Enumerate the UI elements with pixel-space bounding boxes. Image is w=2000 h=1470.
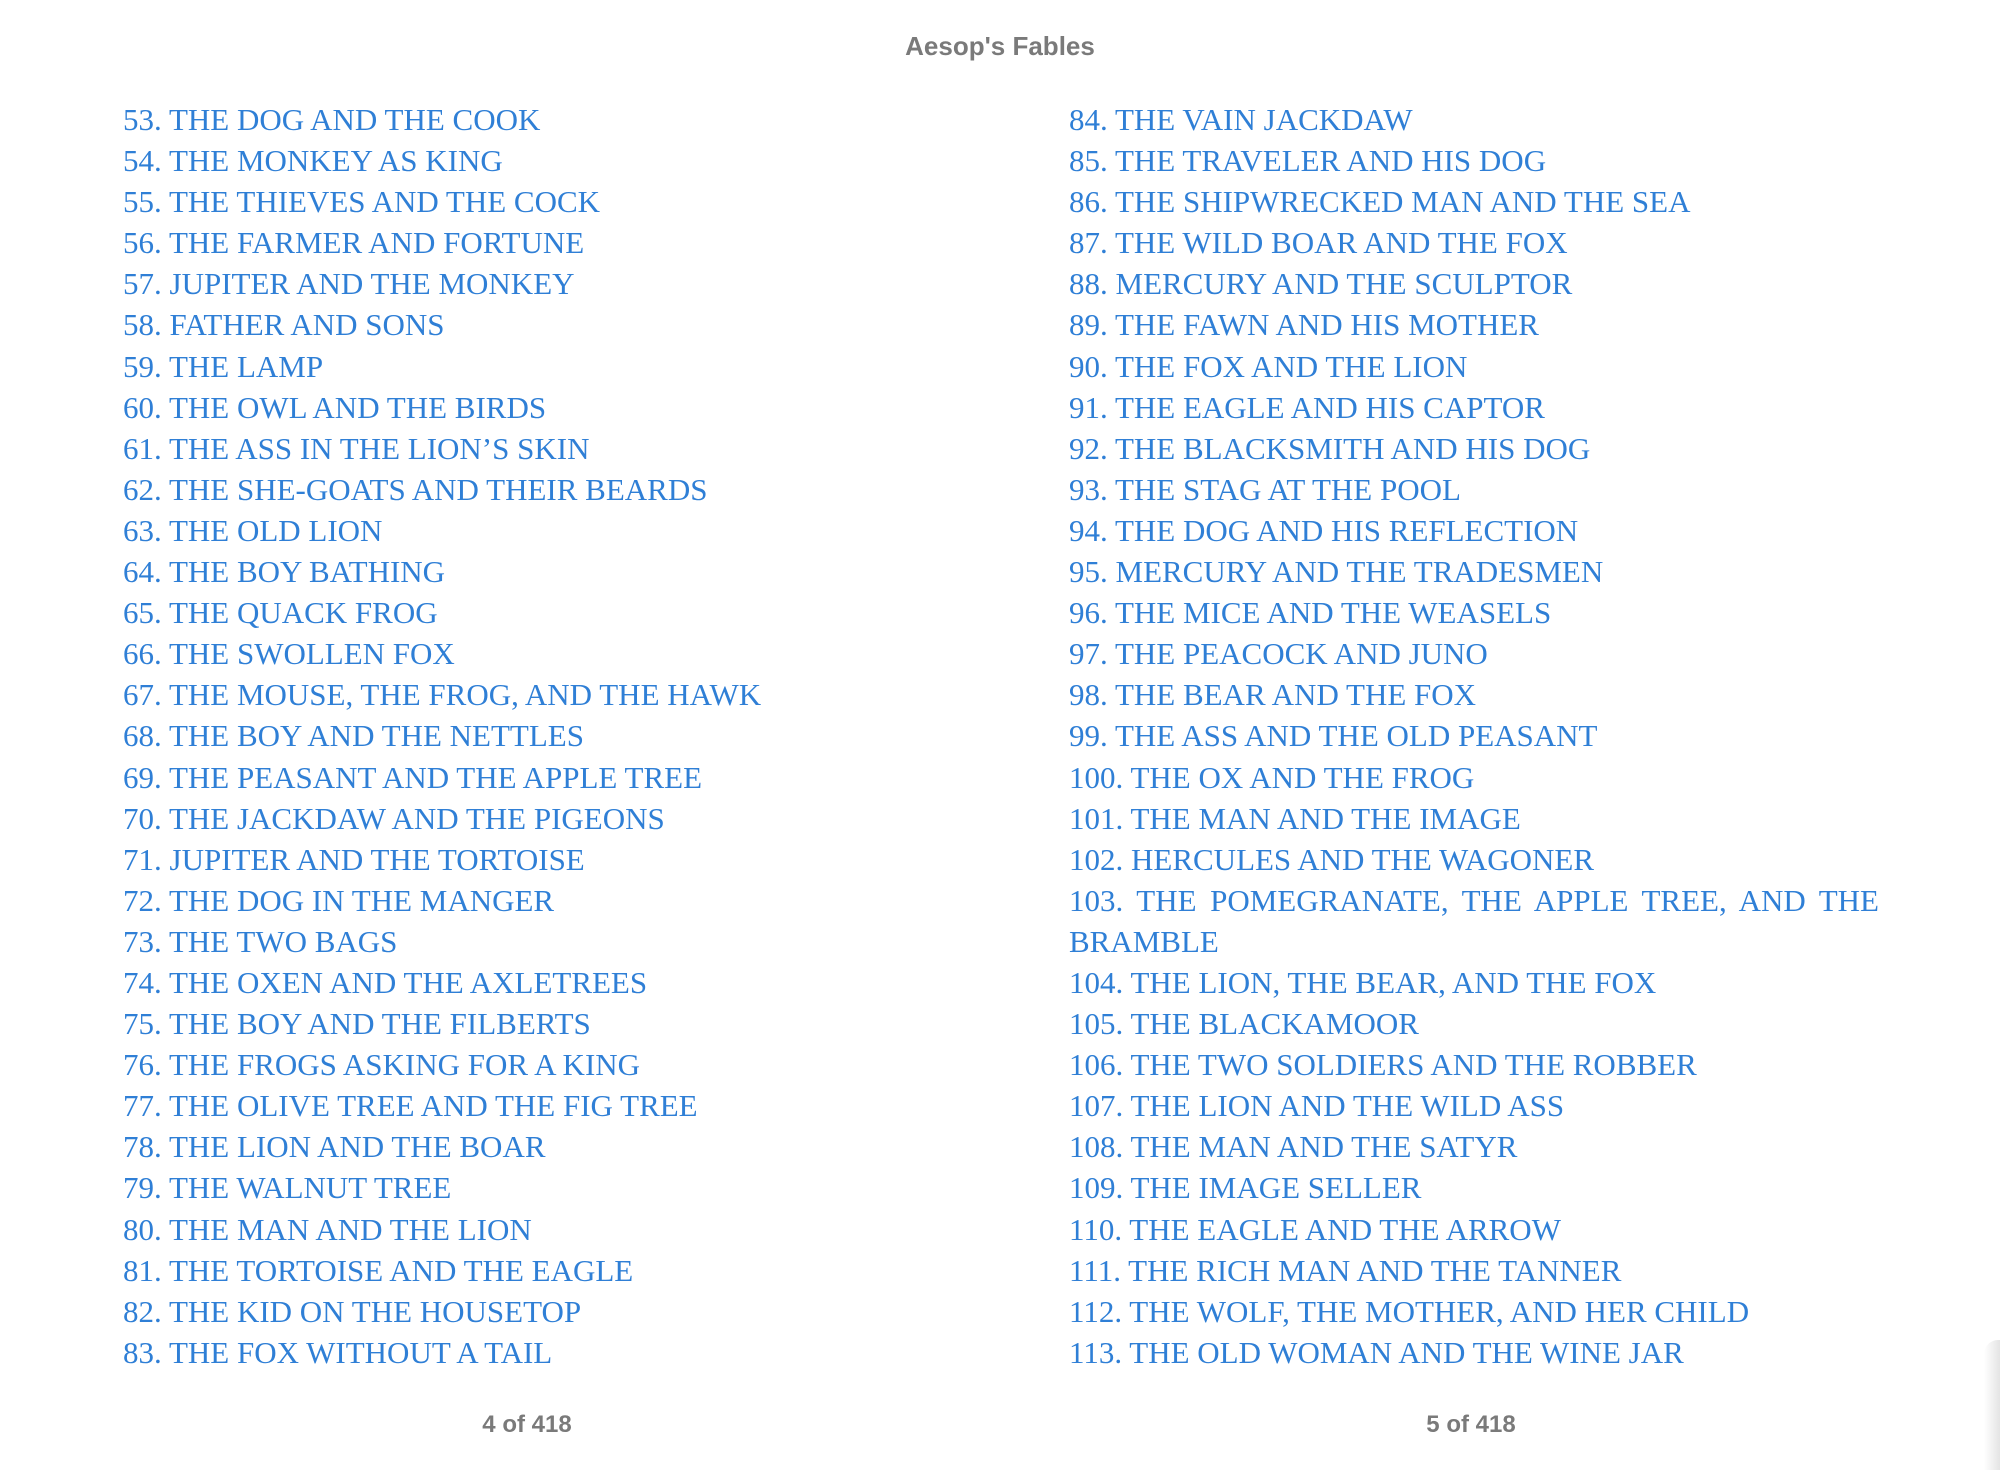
toc-link[interactable]: 109. THE IMAGE SELLER (1069, 1170, 1422, 1206)
toc-link[interactable]: 66. THE SWOLLEN FOX (123, 636, 455, 672)
toc-link[interactable]: 80. THE MAN AND THE LION (123, 1211, 532, 1247)
toc-link[interactable]: 73. THE TWO BAGS (123, 923, 398, 959)
toc-link[interactable]: 95. MERCURY AND THE TRADESMEN (1069, 554, 1604, 590)
toc-link[interactable]: 79. THE WALNUT TREE (123, 1170, 452, 1206)
toc-link[interactable]: 102. HERCULES AND THE WAGONER (1069, 841, 1595, 877)
toc-link[interactable]: 89. THE FAWN AND HIS MOTHER (1069, 307, 1539, 343)
toc-link[interactable]: 63. THE OLD LION (123, 512, 383, 548)
toc-link[interactable]: 96. THE MICE AND THE WEASELS (1069, 595, 1552, 631)
toc-link[interactable]: 90. THE FOX AND THE LION (1069, 348, 1468, 384)
toc-link[interactable]: 61. THE ASS IN THE LION’S SKIN (123, 430, 590, 466)
toc-link[interactable]: 72. THE DOG IN THE MANGER (123, 882, 555, 918)
toc-link[interactable]: 70. THE JACKDAW AND THE PIGEONS (123, 800, 665, 836)
toc-link[interactable]: 103. THE POMEGRANATE, THE APPLE TREE, AND THE BRAMBLE (1069, 882, 1879, 959)
toc-link[interactable]: 65. THE QUACK FROG (123, 595, 438, 631)
toc-link[interactable]: 55. THE THIEVES AND THE COCK (123, 184, 601, 220)
table-of-contents-right (1069, 99, 1879, 1373)
toc-link[interactable]: 59. THE LAMP (123, 348, 324, 384)
toc-link[interactable]: 106. THE TWO SOLDIERS AND THE ROBBER (1069, 1047, 1697, 1083)
toc-link[interactable]: 57. JUPITER AND THE MONKEY (123, 266, 575, 302)
toc-link[interactable]: 54. THE MONKEY AS KING (123, 143, 503, 179)
toc-link[interactable]: 82. THE KID ON THE HOUSETOP (123, 1293, 582, 1329)
toc-link[interactable]: 112. THE WOLF, THE MOTHER, AND HER CHILD (1069, 1293, 1750, 1329)
toc-link[interactable]: 78. THE LION AND THE BOAR (123, 1129, 546, 1165)
toc-link[interactable]: 76. THE FROGS ASKING FOR A KING (123, 1047, 641, 1083)
toc-link[interactable]: 74. THE OXEN AND THE AXLETREES (123, 964, 648, 1000)
toc-link[interactable]: 113. THE OLD WOMAN AND THE WINE JAR (1069, 1334, 1684, 1370)
toc-link[interactable]: 91. THE EAGLE AND HIS CAPTOR (1069, 389, 1545, 425)
toc-link[interactable]: 99. THE ASS AND THE OLD PEASANT (1069, 718, 1598, 754)
toc-link[interactable]: 107. THE LION AND THE WILD ASS (1069, 1088, 1565, 1124)
right-page (1069, 99, 1879, 1373)
toc-link[interactable]: 60. THE OWL AND THE BIRDS (123, 389, 547, 425)
toc-link[interactable]: 97. THE PEACOCK AND JUNO (1069, 636, 1488, 672)
toc-link[interactable]: 101. THE MAN AND THE IMAGE (1069, 800, 1521, 836)
book-title: Aesop's Fables (905, 31, 1095, 61)
toc-link[interactable]: 81. THE TORTOISE AND THE EAGLE (123, 1252, 634, 1288)
toc-link[interactable]: 110. THE EAGLE AND THE ARROW (1069, 1211, 1561, 1247)
toc-link[interactable]: 93. THE STAG AT THE POOL (1069, 471, 1461, 507)
toc-link[interactable]: 58. FATHER AND SONS (123, 307, 445, 343)
toc-link[interactable]: 105. THE BLACKAMOOR (1069, 1006, 1419, 1042)
right-page-number: 5 of 418 (1426, 1411, 1516, 1438)
toc-link[interactable]: 77. THE OLIVE TREE AND THE FIG TREE (123, 1088, 698, 1124)
toc-link[interactable]: 84. THE VAIN JACKDAW (1069, 102, 1413, 137)
toc-link[interactable]: 69. THE PEASANT AND THE APPLE TREE (123, 759, 703, 795)
toc-link[interactable]: 85. THE TRAVELER AND HIS DOG (1069, 143, 1547, 179)
toc-link[interactable]: 104. THE LION, THE BEAR, AND THE FOX (1069, 964, 1657, 1000)
toc-link[interactable]: 87. THE WILD BOAR AND THE FOX (1069, 225, 1568, 261)
toc-link[interactable]: 86. THE SHIPWRECKED MAN AND THE SEA (1069, 184, 1691, 220)
toc-link[interactable]: 53. THE DOG AND THE COOK (123, 102, 541, 137)
toc-link[interactable]: 88. MERCURY AND THE SCULPTOR (1069, 266, 1573, 302)
toc-link[interactable]: 68. THE BOY AND THE NETTLES (123, 718, 584, 754)
page-curl-handle[interactable] (1984, 1340, 2000, 1470)
toc-link[interactable]: 56. THE FARMER AND FORTUNE (123, 225, 585, 261)
toc-link[interactable]: 98. THE BEAR AND THE FOX (1069, 677, 1477, 713)
toc-link[interactable]: 111. THE RICH MAN AND THE TANNER (1069, 1252, 1622, 1288)
toc-link[interactable]: 75. THE BOY AND THE FILBERTS (123, 1006, 591, 1042)
left-page-number: 4 of 418 (482, 1411, 572, 1438)
toc-link[interactable]: 108. THE MAN AND THE SATYR (1069, 1129, 1518, 1165)
toc-link[interactable]: 71. JUPITER AND THE TORTOISE (123, 841, 585, 877)
table-of-contents-left (123, 99, 983, 1373)
toc-link[interactable]: 92. THE BLACKSMITH AND HIS DOG (1069, 430, 1591, 466)
toc-link[interactable]: 62. THE SHE-GOATS AND THEIR BEARDS (123, 471, 708, 507)
left-page (123, 99, 983, 1373)
toc-link[interactable]: 100. THE OX AND THE FROG (1069, 759, 1475, 795)
toc-link[interactable]: 64. THE BOY BATHING (123, 554, 446, 590)
toc-link[interactable]: 67. THE MOUSE, THE FROG, AND THE HAWK (123, 677, 762, 713)
toc-link[interactable]: 83. THE FOX WITHOUT A TAIL (123, 1334, 553, 1370)
toc-link[interactable]: 94. THE DOG AND HIS REFLECTION (1069, 512, 1579, 548)
